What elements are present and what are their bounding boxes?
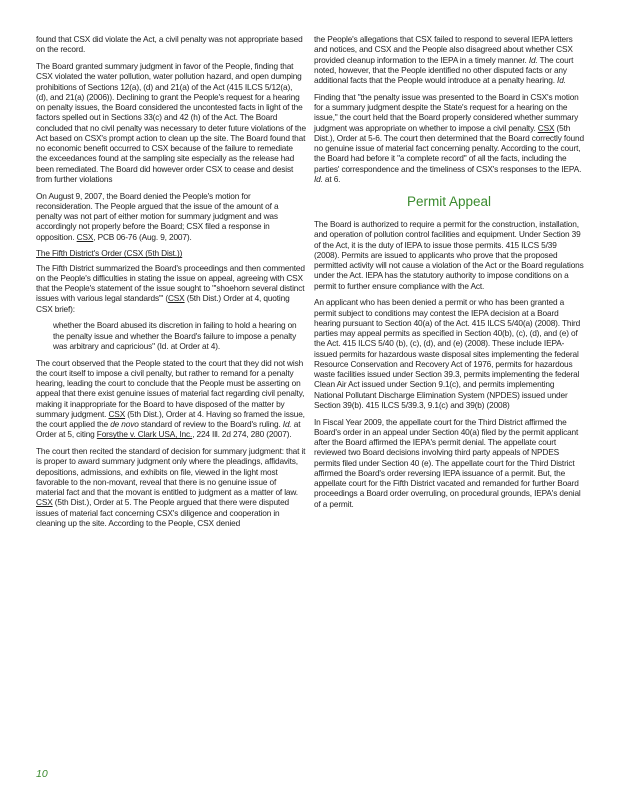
block-quote: whether the Board abused its discretion in failing to hold a hearing on the penalty issue and whether the Board's failure to impose a penalty was arbitrary and capricious" (Id. at Order at 4). <box>53 320 297 351</box>
italic-term: Id. <box>557 75 566 85</box>
section-title: Permit Appeal <box>406 194 492 209</box>
paragraph <box>36 191 306 242</box>
paragraph-text: In Fiscal Year 2009, the appellate court for the Third District affirmed the Board's order in an appeal under Section 40(a) filed by the permit applicant after the Board affirmed the IEPA's permit denial. The appellate court reviewed two Board decisions involving third party appeals of NPDES permits filed under Section 40 (e). The appellate court for the Third District affirmed the Board's order reversing IEPA issuance of a permit. But, the appellate court for the Fifth District vacated and remanded for further Board proceedings a Board order overruling, on procedural grounds, IEPA's denial of a permit. <box>314 416 581 509</box>
case-citation: Forsythe v. Clark USA, Inc. <box>96 429 193 440</box>
paragraph-text: The Fifth District summarized the Board's proceedings and then commented on the People's difficulties in stating the issue on appeal, agreeing with CSX that the People's statement of the issue sought to "'shoehorn several distinct issues with various legal standards'" ( <box>36 262 305 304</box>
italic-term: Id. <box>282 419 292 429</box>
paragraph-text: The Board is authorized to require a permit for the construction, installation, and operation of pollution control facilities and equipment. Under Section 39 of the Act, it is the duty of IEPA to issue those permits. 415 ILCS 5/39 (2008). Permits are issued to applicants who prove that the proposed permitted activity will not cause a violation of the Act or the Board regulations under the Act. IEPA has the statutory authority to impose conditions on a permit to further ensure compliance with the Act. <box>314 219 584 291</box>
paragraph-text: On August 9, 2007, the Board denied the People's motion for reconsideration. The People argued that the issue of the amount of a penalty was not part of either motion for summary judgment and was accordingly not properly before the Board; CSX filed a response in opposition. <box>36 190 279 242</box>
subheading: The Fifth District's Order (CSX (5th Dist.)) <box>36 248 183 259</box>
paragraph <box>36 61 306 184</box>
paragraph-text: , PCB 06-76 (Aug. 9, 2007). <box>93 231 192 242</box>
paragraph-text: found that CSX did violate the Act, a civil penalty was not appropriate based on the record. <box>36 34 303 55</box>
italic-term: de novo <box>110 419 139 429</box>
left-column <box>36 34 306 535</box>
paragraph-text: at Order at 5, citing <box>36 419 301 440</box>
case-citation: CSX <box>167 293 185 304</box>
case-citation: CSX <box>36 497 53 508</box>
paragraph <box>36 358 306 440</box>
paragraph <box>314 219 584 291</box>
paragraph-text: (5th Dist.) Order at 4, quoting CSX brief): <box>36 293 290 314</box>
paragraph <box>36 263 306 314</box>
paragraph-text: (5th Dist.), Order at 4. Having so framed the issue, the court applied the <box>36 408 305 429</box>
paragraph-text: , 224 Ill. 2d 274, 280 (2007). <box>192 429 292 440</box>
case-citation: CSX <box>76 231 94 242</box>
paragraph-text: Finding that "the penalty issue was presented to the Board in CSX's motion for a summary judgment despite the State's request for a hearing on the issue," the court held that the Board properly considered whether summary judgment was appropriate on whether to impose a civil penalty. <box>314 91 579 133</box>
paragraph-text: (5th Dist.), Order at 5-6. The court then determined that the Board correctly found no genuine issue of material fact concerning penalty. According to the court, the Board had before it "a complete record" of all the facts, including the parties' correspondence and the timeliness of CSX's responses to the IEPA. <box>314 122 584 174</box>
paragraph <box>314 417 584 509</box>
paragraph-text: standard of review to the Board's ruling. <box>138 419 283 429</box>
paragraph-text: (5th Dist.), Order at 5. The People argued that there were disputed issues of material fact concerning CSX's diligence and cooperation in cleaning up the site. According to the People, CSX denied <box>36 497 290 528</box>
paragraph <box>314 297 584 410</box>
paragraph-text: The court noted, however, that the People identified no other disputed facts or any additional facts that the People would introduce at a penalty hearing. <box>314 54 574 85</box>
paragraph <box>36 446 306 528</box>
page-number: 10 <box>36 768 48 780</box>
paragraph <box>36 34 306 55</box>
italic-term: Id. <box>528 54 538 65</box>
paragraph-text: The court then recited the standard of decision for summary judgment: that it is proper to award summary judgment only where the pleadings, affidavits, depositions, admissions, and exhibits on file, viewed in the light most favorable to the non-movant, reveal that there is no genuine issue of material fact and that the movant is entitled to judgment as a matter of law. <box>36 446 306 497</box>
paragraph <box>314 34 584 85</box>
paragraph-text: at 6. <box>322 173 341 184</box>
paragraph <box>314 92 584 184</box>
italic-term: Id. <box>314 173 323 184</box>
paragraph-text: The Board granted summary judgment in favor of the People, finding that CSX violated the water pollution, water pollution hazard, and open dumping prohibitions of Sections 12(a), (d) and 21(a) of the Act (415 ILCS 5/12(a), (d), and 21(a) (2006)). Declining to grant the People's request for a hearing on penalty issues, the Board considered the uncontested facts in light of the factors spelled out in Sections 33(c) and 42 (h) of the Act. The Board concluded that no civil penalty was necessary to deter future violations of the Act based on CSX's prompt action to clean up the site. The Board found that no economic benefit occurred to CSX because of the failure to remediate the exceedances found at the sampling site especially as the release had been remediated. The Board did however order CSX to cease and desist from further violations <box>36 61 306 184</box>
right-column <box>314 34 584 515</box>
paragraph-text: An applicant who has been denied a permit or who has been granted a permit subject to conditions may contest the IEPA decision at a Board hearing pursuant to Section 40(a) of the Act. 415 ILCS 5/40(a) (2008). Third parties may appeal permits as specified in Section 40(b), (c), (d), and (e) of the Act. 415 ILCS 5/40 (b), (c), (d), and (e) (2008). These include IEPA-issued permits for hazardous waste disposal sites implementing the federal Resource Conservation and Recovery Act of 1976, permits for hazardous waste facilities issued under Section 39.3, permits implementing the federal Clean Air Act issued under Section 9.1(c), and permits implementing National Pollutant Discharge Elimination System (NPDES) issued under Section 39(b). 415 ILCS 5/39.3, 9.1(c) and 39(b) (2008) <box>314 297 581 410</box>
case-citation: CSX <box>108 408 126 419</box>
paragraph-text: the People's allegations that CSX failed to respond to several IEPA letters and notices, and CSX and the People also disagreed about whether CSX provided cleanup information to the IEPA in a timely manner. <box>314 34 573 65</box>
case-citation: CSX <box>537 122 555 133</box>
paragraph-text: The court observed that the People stated to the court that they did not wish the court itself to impose a civil penalty, but rather to remand for a penalty hearing, leading the court to conclude that the People must be asserting on appeal that there exist genuine issues of material fact regarding civil penalty, making it inappropriate for the Board to have disposed of the matter by summary judgment. <box>36 357 305 419</box>
